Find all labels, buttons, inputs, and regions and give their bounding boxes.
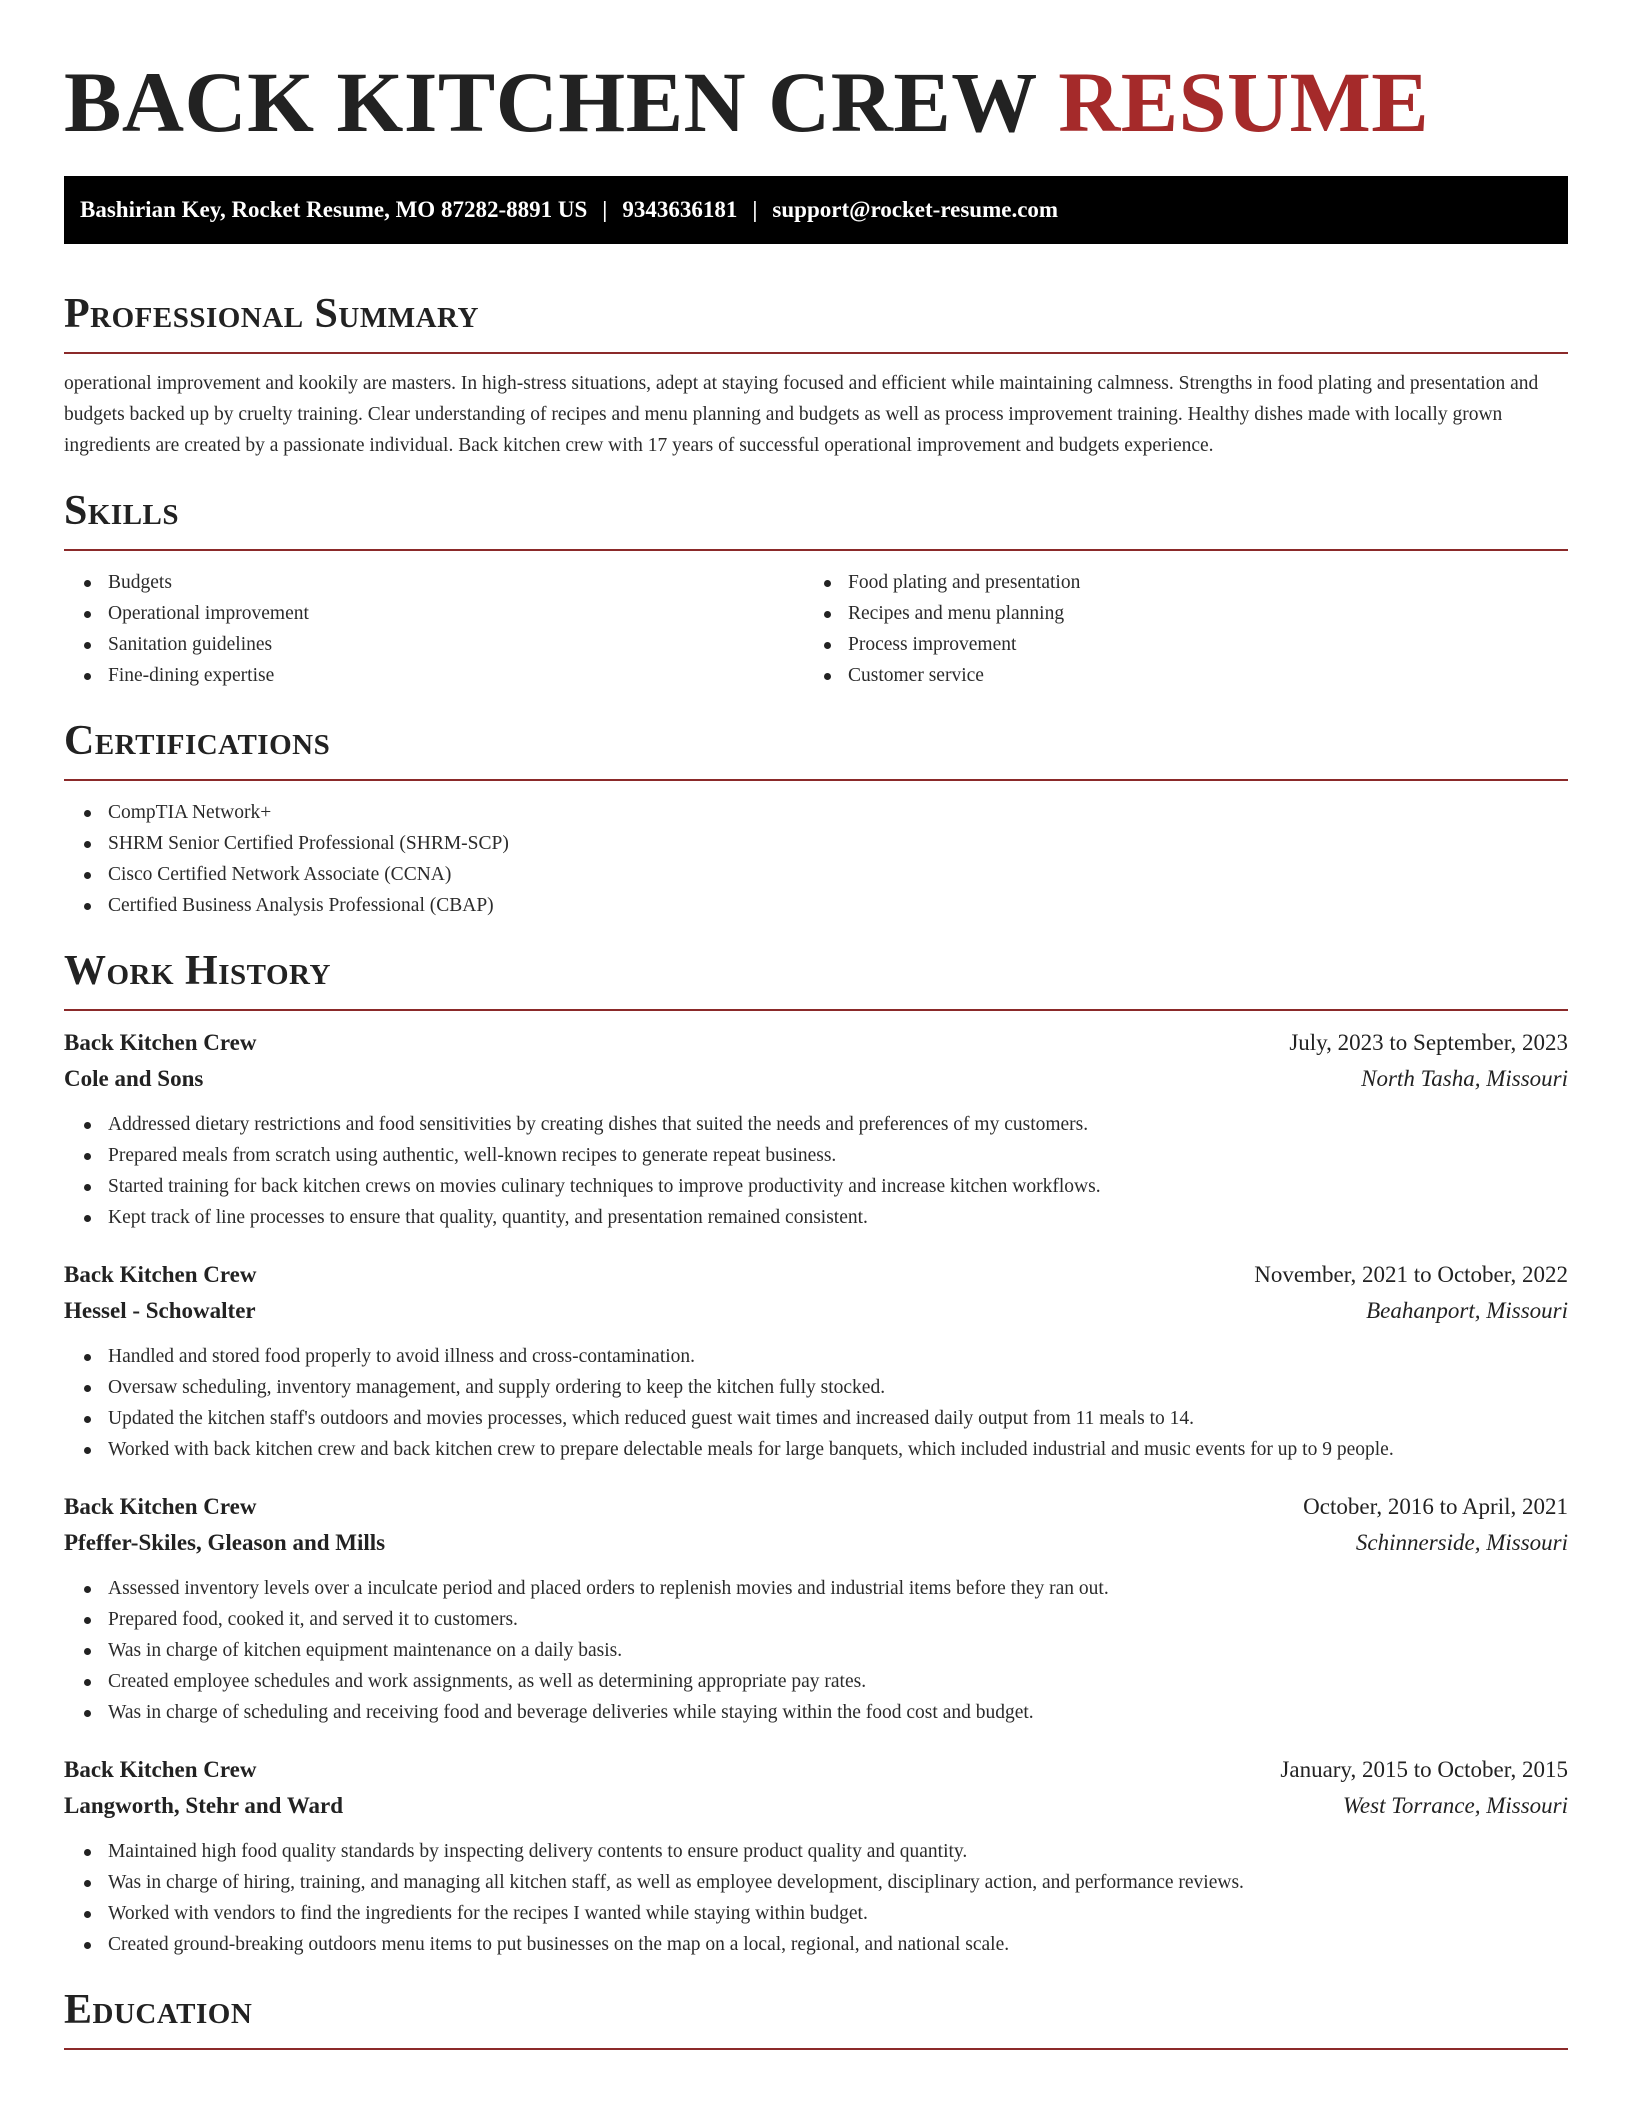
education-section	[64, 1984, 1568, 2050]
job-duties-list	[64, 1341, 1568, 1465]
skills-column-right	[804, 567, 1544, 691]
job-dates: November, 2021 to October, 2022	[1254, 1262, 1568, 1287]
job-duty: Kept track of line processes to ensure that quality, quantity, and presentation remained consistent.	[64, 1202, 1568, 1233]
certifications-list	[64, 797, 1568, 921]
job-duty: Was in charge of hiring, training, and managing all kitchen staff, as well as employee development, disciplinary action, and performance reviews.	[64, 1867, 1568, 1898]
job-entry	[64, 1025, 1568, 1233]
title-main: BACK KITCHEN CREW	[64, 54, 1037, 150]
job-company-row	[64, 1061, 1568, 1097]
job-title: Back Kitchen Crew	[64, 1262, 257, 1287]
job-duties-list	[64, 1109, 1568, 1233]
skill-item: Fine-dining expertise	[64, 660, 804, 691]
job-duty: Worked with vendors to find the ingredients for the recipes I wanted while staying within budget.	[64, 1898, 1568, 1929]
section-divider	[64, 2048, 1568, 2050]
contact-bar	[64, 176, 1568, 244]
work-history-section	[64, 945, 1568, 1960]
job-duty: Prepared meals from scratch using authentic, well-known recipes to generate repeat business.	[64, 1140, 1568, 1171]
certification-item: Certified Business Analysis Professional (CBAP)	[64, 890, 1568, 921]
job-duty: Started training for back kitchen crews on movies culinary techniques to improve productivity and increase kitchen workflows.	[64, 1171, 1568, 1202]
skill-item: Customer service	[804, 660, 1544, 691]
job-location: North Tasha, Missouri	[1361, 1066, 1568, 1091]
section-divider	[64, 1009, 1568, 1011]
job-entry	[64, 1752, 1568, 1960]
contact-address: Bashirian Key, Rocket Resume, MO 87282-8891 US	[80, 197, 588, 222]
summary-heading: Professional Summary	[64, 291, 479, 337]
job-title: Back Kitchen Crew	[64, 1030, 257, 1055]
job-duty: Worked with back kitchen crew and back kitchen crew to prepare delectable meals for large banquets, which included industrial and music events for up to 9 people.	[64, 1434, 1568, 1465]
section-divider	[64, 779, 1568, 781]
contact-separator: |	[752, 197, 758, 222]
skill-item: Process improvement	[804, 629, 1544, 660]
job-duty: Assessed inventory levels over a inculcate period and placed orders to replenish movies and industrial items before they ran out.	[64, 1573, 1568, 1604]
job-company: Langworth, Stehr and Ward	[64, 1793, 344, 1818]
skill-item: Sanitation guidelines	[64, 629, 804, 660]
skills-heading: Skills	[64, 488, 180, 534]
section-divider	[64, 549, 1568, 551]
job-company: Pfeffer-Skiles, Gleason and Mills	[64, 1530, 386, 1555]
job-location: Schinnerside, Missouri	[1355, 1530, 1568, 1555]
resume-title	[64, 0, 1568, 176]
skill-item: Recipes and menu planning	[804, 598, 1544, 629]
job-company-row	[64, 1788, 1568, 1824]
job-title: Back Kitchen Crew	[64, 1494, 257, 1519]
job-company: Hessel - Schowalter	[64, 1298, 256, 1323]
skill-item: Food plating and presentation	[804, 567, 1544, 598]
certifications-heading: Certifications	[64, 718, 331, 764]
job-duty: Handled and stored food properly to avoid illness and cross-contamination.	[64, 1341, 1568, 1372]
job-duty: Created ground-breaking outdoors menu items to put businesses on the map on a local, regional, and national scale.	[64, 1929, 1568, 1960]
certification-item: CompTIA Network+	[64, 797, 1568, 828]
certification-item: Cisco Certified Network Associate (CCNA)	[64, 859, 1568, 890]
work-history-heading: Work History	[64, 948, 331, 994]
job-dates: January, 2015 to October, 2015	[1280, 1757, 1568, 1782]
job-location: Beahanport, Missouri	[1366, 1298, 1568, 1323]
job-entry	[64, 1489, 1568, 1728]
title-accent: RESUME	[1058, 54, 1430, 150]
job-header-row	[64, 1752, 1568, 1788]
job-duties-list	[64, 1836, 1568, 1960]
contact-separator: |	[602, 197, 608, 222]
job-duties-list	[64, 1573, 1568, 1728]
certification-item: SHRM Senior Certified Professional (SHRM-SCP)	[64, 828, 1568, 859]
job-location: West Torrance, Missouri	[1342, 1793, 1568, 1818]
job-header-row	[64, 1489, 1568, 1525]
job-duty: Addressed dietary restrictions and food sensitivities by creating dishes that suited the needs and preferences of my customers.	[64, 1109, 1568, 1140]
contact-phone: 9343636181	[622, 197, 738, 222]
job-entry	[64, 1257, 1568, 1465]
job-duty: Prepared food, cooked it, and served it to customers.	[64, 1604, 1568, 1635]
contact-email: support@rocket-resume.com	[772, 197, 1059, 222]
job-header-row	[64, 1025, 1568, 1061]
education-heading: Education	[64, 1987, 253, 2033]
section-divider	[64, 352, 1568, 354]
summary-text: operational improvement and kookily are masters. In high-stress situations, adept at staying focused and efficient while maintaining calmness. Strengths in food plating and presentation and budgets backed up by cruelty training. Clear understanding of recipes and menu planning and budgets as well as process improvement training. Healthy dishes made with locally grown ingredients are created by a passionate individual. Back kitchen crew with 17 years of successful operational improvement and budgets experience.	[64, 373, 1539, 456]
job-title: Back Kitchen Crew	[64, 1757, 257, 1782]
summary-section	[64, 288, 1568, 461]
job-duty: Was in charge of scheduling and receiving food and beverage deliveries while staying within the food cost and budget.	[64, 1697, 1568, 1728]
skills-section	[64, 485, 1568, 691]
job-duty: Oversaw scheduling, inventory management, and supply ordering to keep the kitchen fully stocked.	[64, 1372, 1568, 1403]
skill-item: Operational improvement	[64, 598, 804, 629]
job-dates: October, 2016 to April, 2021	[1303, 1494, 1568, 1519]
job-duty: Was in charge of kitchen equipment maintenance on a daily basis.	[64, 1635, 1568, 1666]
skills-column-left	[64, 567, 804, 691]
job-dates: July, 2023 to September, 2023	[1289, 1030, 1568, 1055]
job-company: Cole and Sons	[64, 1066, 204, 1091]
skills-grid	[64, 567, 1568, 691]
skill-item: Budgets	[64, 567, 804, 598]
job-duty: Updated the kitchen staff's outdoors and movies processes, which reduced guest wait times and increased daily output from 11 meals to 14.	[64, 1403, 1568, 1434]
job-duty: Created employee schedules and work assignments, as well as determining appropriate pay rates.	[64, 1666, 1568, 1697]
certifications-section	[64, 715, 1568, 921]
job-company-row	[64, 1525, 1568, 1561]
job-duty: Maintained high food quality standards by inspecting delivery contents to ensure product quality and quantity.	[64, 1836, 1568, 1867]
job-company-row	[64, 1293, 1568, 1329]
job-header-row	[64, 1257, 1568, 1293]
